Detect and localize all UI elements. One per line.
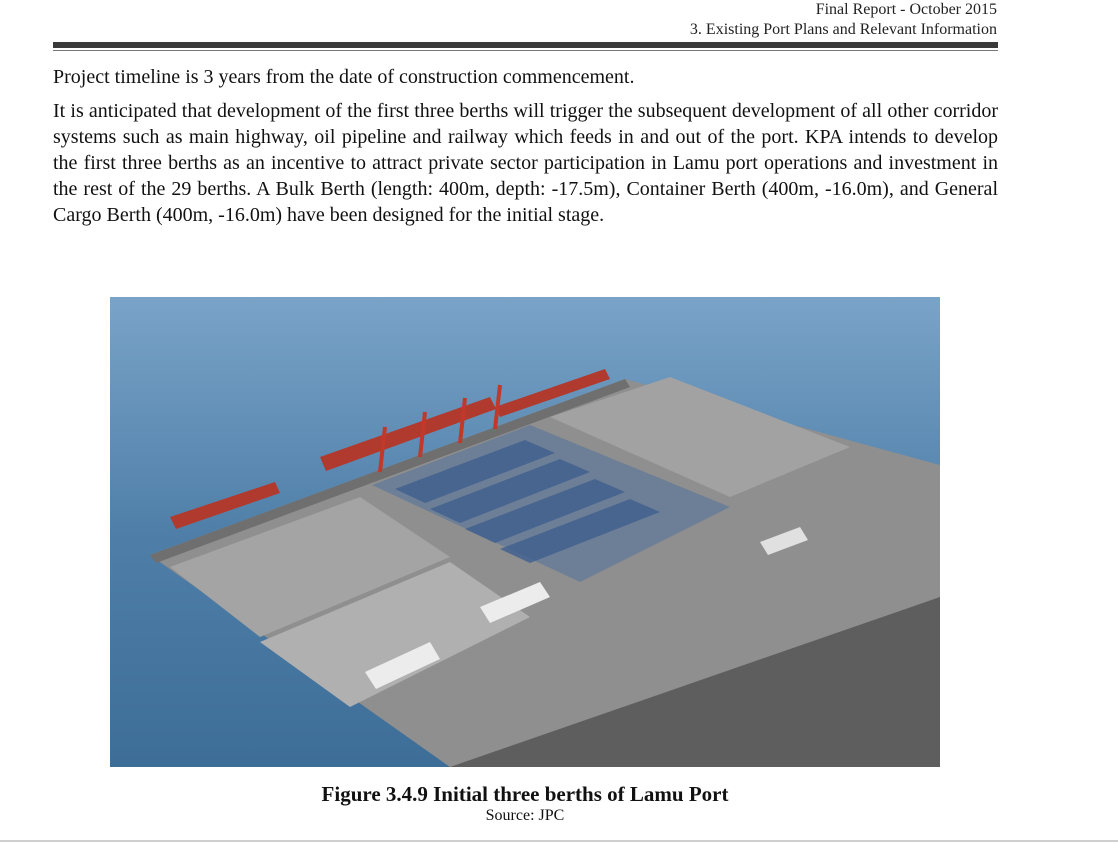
header-rule-thick: [53, 42, 998, 48]
body-text: [53, 64, 998, 236]
header-section-title: 3. Existing Port Plans and Relevant Information: [689, 21, 997, 38]
paragraph-berths: It is anticipated that development of the first three berths will trigger the subsequent development of all other corridor systems such as main highway, oil pipeline and railway which feeds in and out of the port. KPA intends to develop the first three berths as an incentive to attract private sector participation in Lamu port operations and investment in the rest of the 29 berths. A Bulk Berth (length: 400m, depth: -17.5m), Container Berth (400m, -16.0m), and General Cargo Berth (400m, -16.0m) have been designed for the initial stage.: [53, 100, 998, 226]
figure-source: Source: JPC: [485, 807, 565, 824]
port-rendering-image: [110, 297, 940, 767]
header-report-date: Final Report - October 2015: [815, 1, 997, 18]
running-header: [690, 0, 997, 40]
figure-caption: Figure 3.4.9 Initial three berths of Lamu Port: [321, 782, 729, 806]
header-rule-thin: [53, 50, 998, 51]
page-bottom-divider: [0, 840, 1118, 842]
paragraph-timeline: Project timeline is 3 years from the date of construction commencement.: [53, 66, 635, 88]
port-rendering-svg: [110, 297, 940, 767]
